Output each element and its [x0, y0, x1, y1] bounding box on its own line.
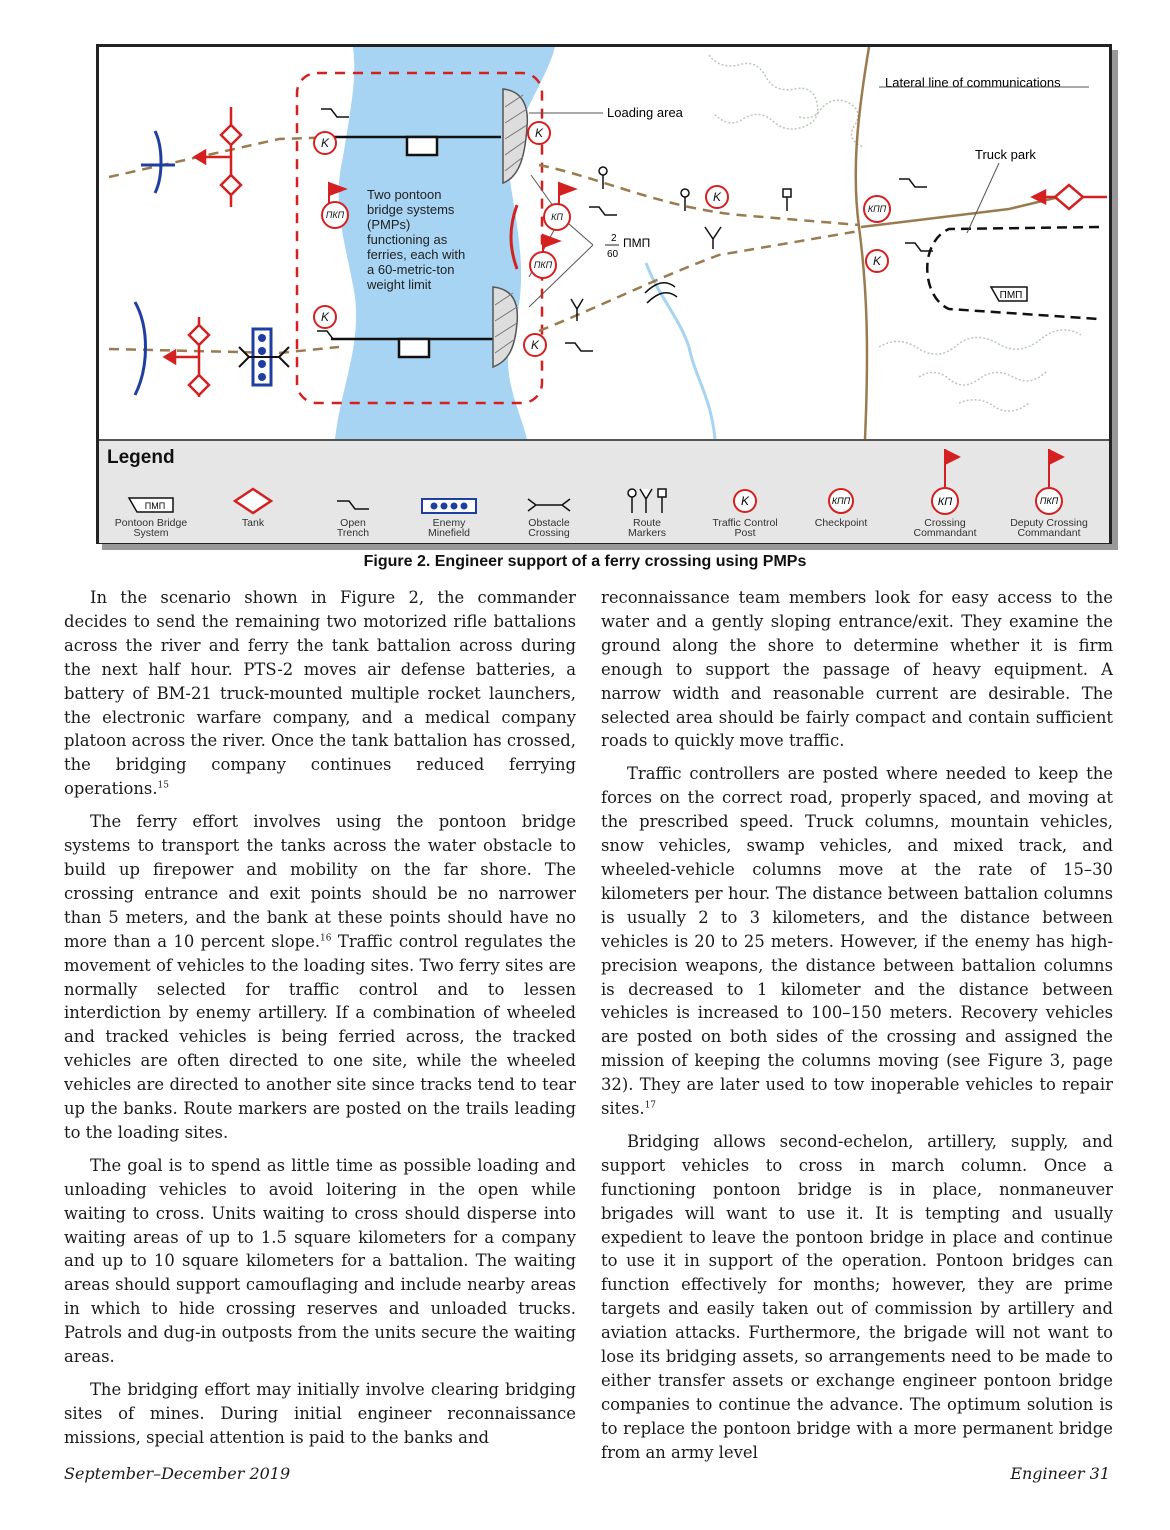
obstacle-crossing-icon	[524, 495, 574, 515]
legend-tank: Tank	[207, 485, 299, 541]
svg-text:ПКП: ПКП	[325, 210, 345, 220]
traffic-control-post-icon	[730, 487, 760, 515]
svg-text:K: K	[740, 494, 750, 508]
paragraph: In the scenario shown in Figure 2, the commander decides to send the remaining two motorized rifle battalions across the river and ferry the tank battalion across during the next half hour. PTS-2 moves air defense batteries, a battery of BM-21 truck-mounted multiple rocket launchers, the electronic warfare company, and a medical company platoon across the river. Once the tank battalion has crossed, the bridging company continues reduced ferrying operations.$^{15}$	[64, 588, 576, 799]
pontoon-description: Two pontoon bridge systems (PMPs) functioning as ferries, each with a 60-metric-ton weight limit	[367, 187, 466, 292]
figure-2	[96, 44, 1112, 544]
deputy-crossing-commandant-icon	[1029, 445, 1069, 515]
pontoon-bridge-icon	[123, 495, 179, 515]
svg-text:K: K	[872, 254, 882, 268]
terrain-contours	[709, 55, 1081, 411]
legend-traffic-control-post: K Traffic Control Post	[699, 485, 791, 541]
legend-pontoon-bridge: ПМП Pontoon Bridge System	[105, 485, 197, 541]
ferry-crossing-map	[99, 47, 1109, 439]
blue-units	[135, 131, 271, 395]
legend-deputy-crossing-commandant: ПКП Deputy Crossing Commandant	[997, 443, 1101, 541]
legend-title: Legend	[107, 447, 175, 468]
lateral-line-label: Lateral line of communications	[885, 75, 1061, 90]
ratio-bottom: 60	[607, 249, 619, 260]
svg-text:K: K	[712, 190, 722, 204]
legend-route-markers: Route Markers	[601, 485, 693, 541]
paragraph: The bridging effort may initially involve clearing bridging sites of mines. During initial engineer reconnaissance missions, special attention is paid to the banks and	[64, 1380, 576, 1447]
truck-park-outline	[927, 227, 1099, 319]
svg-text:K: K	[320, 310, 330, 324]
legend	[99, 439, 1109, 543]
legend-obstacle-crossing: Obstacle Crossing	[503, 485, 595, 541]
ratio-top: 2	[611, 233, 617, 244]
svg-text:КП: КП	[937, 496, 953, 508]
right-tank	[1033, 185, 1107, 209]
legend-open-trench: Open Trench	[307, 485, 399, 541]
truck-park-label: Truck park	[975, 147, 1036, 162]
legend-crossing-commandant: КП Crossing Commandant	[899, 443, 991, 541]
svg-text:КПП: КПП	[831, 496, 851, 506]
legend-enemy-minefield: Enemy Minefield	[403, 485, 495, 541]
svg-text:КП: КП	[551, 212, 563, 222]
paragraph: Bridging allows second-echelon, artillery, supply, and support vehicles to cross in march column. Once a functioning pontoon bridge is in place, nonmaneuver brigades will want to use it. It is tempting and usually expedient to leave the pontoon bridge in place and continue to use it in support of the operation. Pontoon bridges can function effectively for months; however, they are prime targets and easily taken out of commission by artillery and aviation attacks. Furthermore, the brigade will not want to lose its bridging assets, so arrangements need to be made to either transfer assets or exchange engineer pontoon bridge companies to continue the advance. The optimum solution is to replace the pontoon bridge with a more permanent bridge from an army level	[601, 1131, 1113, 1462]
checkpoint-icon	[824, 487, 858, 515]
ratio-unit: ПМП	[623, 236, 651, 250]
paragraph: Traffic controllers are posted where needed to keep the forces on the correct road, properly spaced, and moving at the prescribed speed. Truck columns, mountain vehicles, snow vehicles, swamp vehicles, and mixed track, and wheeled-vehicle columns move at the rate of 15–30 kilometers per hour. The distance between battalion columns is usually 2 to 3 kilometers, and the distance between vehicles is 20 to 25 meters. However, if the enemy has high-precision weapons, the distance between battalion columns is decreased to 1 kilometer and the distance between vehicles is increased to 100–150 meters. Recovery vehicles are posted on both sides of the crossing and assigned the mission of keeping the columns moving (see Figure 3, page 32). They are later used to tow inoperable vehicles to repair sites.$^{17}$	[601, 764, 1113, 1119]
legend-checkpoint: КПП Checkpoint	[795, 485, 887, 541]
svg-text:K: K	[320, 136, 330, 150]
figure-caption: Figure 2. Engineer support of a ferry crossing using PMPs	[363, 553, 807, 570]
paragraph: reconnaissance team members look for easy access to the water and a gently sloping entrance/exit. They examine the ground along the shore to determine whether it is firm enough to support the passage of heavy equipment. A narrow width and reasonable current are desirable. The selected area should be fairly compact and contain sufficient roads to quickly move traffic.	[601, 588, 1113, 751]
loading-area-label: Loading area	[607, 105, 683, 120]
svg-text:ПКП: ПКП	[1039, 496, 1059, 506]
tank-icon	[231, 487, 275, 515]
svg-text:K: K	[534, 126, 544, 140]
open-trench-icon	[331, 495, 375, 515]
crossing-commandant-icon	[925, 445, 965, 515]
paragraph: The ferry effort involves using the pontoon bridge systems to transport the tanks across the water obstacle to build up firepower and mobility on the far shore. The crossing entrance and exit points should be no narrower than 5 meters, and the bank at these points should have no more than a 10 percent slope.$^{16}$ Traffic control regulates the movement of vehicles to the loading sites. Two ferry sites are normally selected for traffic control and to lessen interdiction by enemy artillery. If a combination of wheeled and tracked vehicles is being ferried across, the tracked vehicles are often directed to one site, while the wheeled vehicles are directed to another site since tracks tend to tear up the banks. Route markers are posted on the trails leading to the loading sites.	[64, 812, 576, 1142]
svg-text:K: K	[530, 338, 540, 352]
footer-page: Engineer 31	[1010, 1464, 1110, 1483]
pmp-box	[991, 287, 1027, 301]
route-markers	[571, 167, 791, 321]
stream	[646, 263, 715, 439]
right-column	[601, 586, 1113, 1474]
footer-date: September–December 2019	[64, 1464, 291, 1483]
route-markers-icon	[622, 487, 672, 515]
svg-text:ПМП: ПМП	[144, 501, 166, 511]
paragraph: The goal is to spend as little time as possible loading and unloading vehicles to avoid loitering in the open while waiting to cross. Units waiting to cross should disperse into waiting areas of up to 1.5 square kilometers for a company and up to 10 square kilometers for a battalion. The waiting areas should support camouflaging and include nearby areas in which to hide crossing reserves and unloaded trucks. Patrols and dug-in outposts from the units secure the waiting areas.	[64, 1155, 576, 1367]
left-column	[64, 586, 576, 1459]
svg-text:КПП: КПП	[867, 204, 887, 214]
enemy-minefield-icon	[419, 497, 479, 515]
svg-text:ПКП: ПКП	[533, 260, 553, 270]
route-obstacle-crossing	[645, 283, 677, 303]
svg-text:ПМП: ПМП	[999, 290, 1023, 301]
